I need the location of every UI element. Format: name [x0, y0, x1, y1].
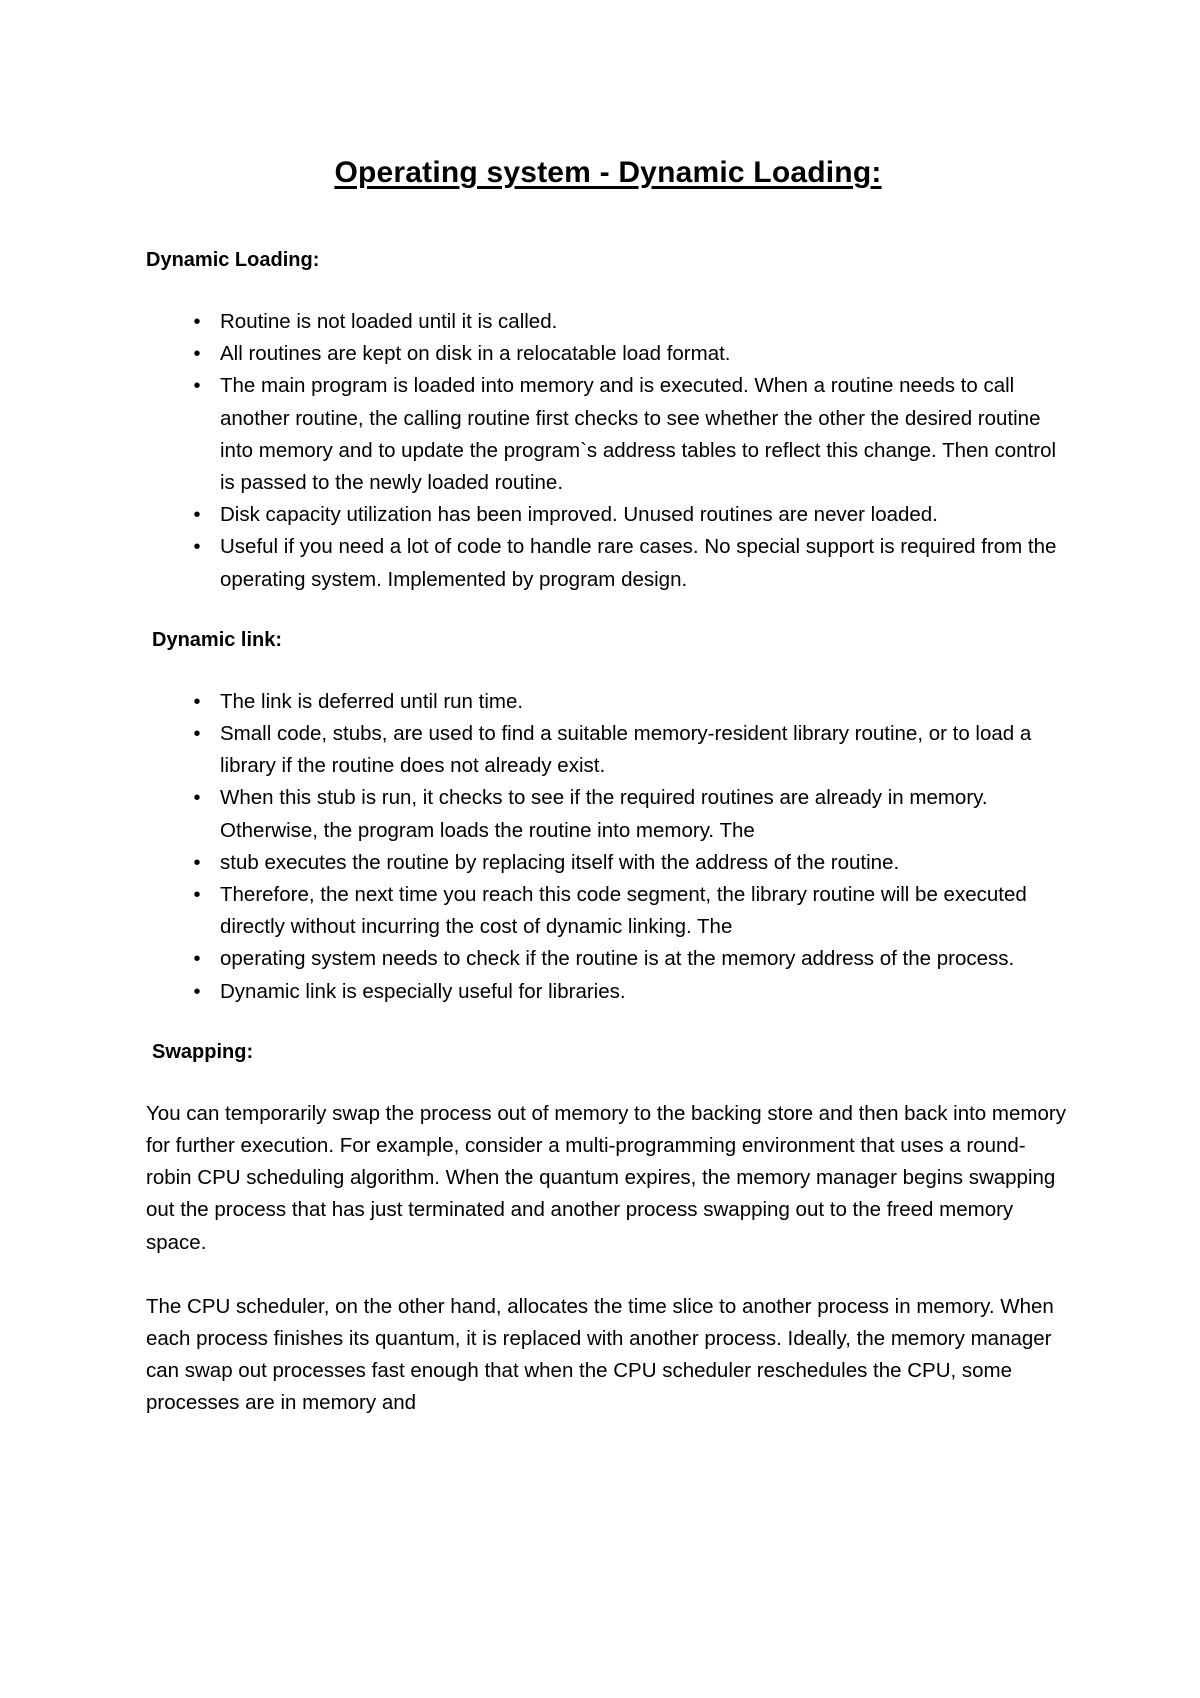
section-heading-dynamic-loading: Dynamic Loading:	[146, 249, 320, 271]
paragraph: The CPU scheduler, on the other hand, allocates the time slice to another process in memory. When each process finishes its quantum, it is replaced with another process. Ideally, the memory manager can swap out processes fast enough that when the CPU scheduler reschedules the CPU, some processes are in memory and	[146, 1294, 1054, 1415]
bullet-icon: •	[193, 690, 201, 713]
bullet-icon: •	[193, 504, 201, 527]
bullet-icon: •	[193, 980, 201, 1003]
bullet-icon: •	[193, 851, 201, 874]
list-item: • stub executes the routine by replacing itself with the address of the routine.	[146, 847, 1070, 879]
list-item: • When this stub is run, it checks to see if the required routines are already in memory. Otherwise, the program loads the routine into memory. The	[146, 782, 1070, 846]
bullet-icon: •	[193, 536, 201, 559]
list-item: • Routine is not loaded until it is called.	[146, 306, 1070, 338]
list-item: • Disk capacity utilization has been improved. Unused routines are never loaded.	[146, 499, 1070, 531]
list-item: • operating system needs to check if the routine is at the memory address of the process.	[146, 943, 1070, 975]
list-item: • Therefore, the next time you reach this code segment, the library routine will be executed directly without incurring the cost of dynamic linking. The	[146, 879, 1070, 943]
list-item: • The main program is loaded into memory and is executed. When a routine needs to call another routine, the calling routine first checks to see whether the other the desired routine into memory and to update the program`s address tables to reflect this change. Then control is passed to the newly loaded routine.	[146, 370, 1070, 499]
paragraph: You can temporarily swap the process out of memory to the backing store and then back into memory for further execution. For example, consider a multi-programming environment that uses a round-robin CPU scheduling algorithm. When the quantum expires, the memory manager begins swapping out the process that has just terminated and another process swapping out to the freed memory space.	[146, 1101, 1066, 1254]
list-item: • Small code, stubs, are used to find a suitable memory-resident library routine, or to load a library if the routine does not already exist.	[146, 718, 1070, 782]
list-item: • The link is deferred until run time.	[146, 686, 1070, 718]
bullet-icon: •	[193, 375, 201, 398]
dynamic-loading-list	[146, 306, 1070, 596]
bullet-icon: •	[193, 723, 201, 746]
section-heading-swapping: Swapping:	[152, 1040, 254, 1063]
list-item: • All routines are kept on disk in a relocatable load format.	[146, 338, 1070, 370]
section-heading-dynamic-link: Dynamic link:	[152, 628, 283, 651]
bullet-icon: •	[193, 311, 201, 333]
bullet-icon: •	[193, 343, 201, 366]
list-item: • Useful if you need a lot of code to handle rare cases. No special support is required from the operating system. Implemented by program design.	[146, 531, 1070, 595]
bullet-icon: •	[193, 884, 201, 907]
bullet-icon: •	[193, 948, 201, 971]
list-item: • Dynamic link is especially useful for libraries.	[146, 976, 1070, 1008]
page-title: Operating system - Dynamic Loading:	[334, 156, 882, 189]
dynamic-link-list	[146, 686, 1070, 1008]
bullet-icon: •	[193, 787, 201, 810]
